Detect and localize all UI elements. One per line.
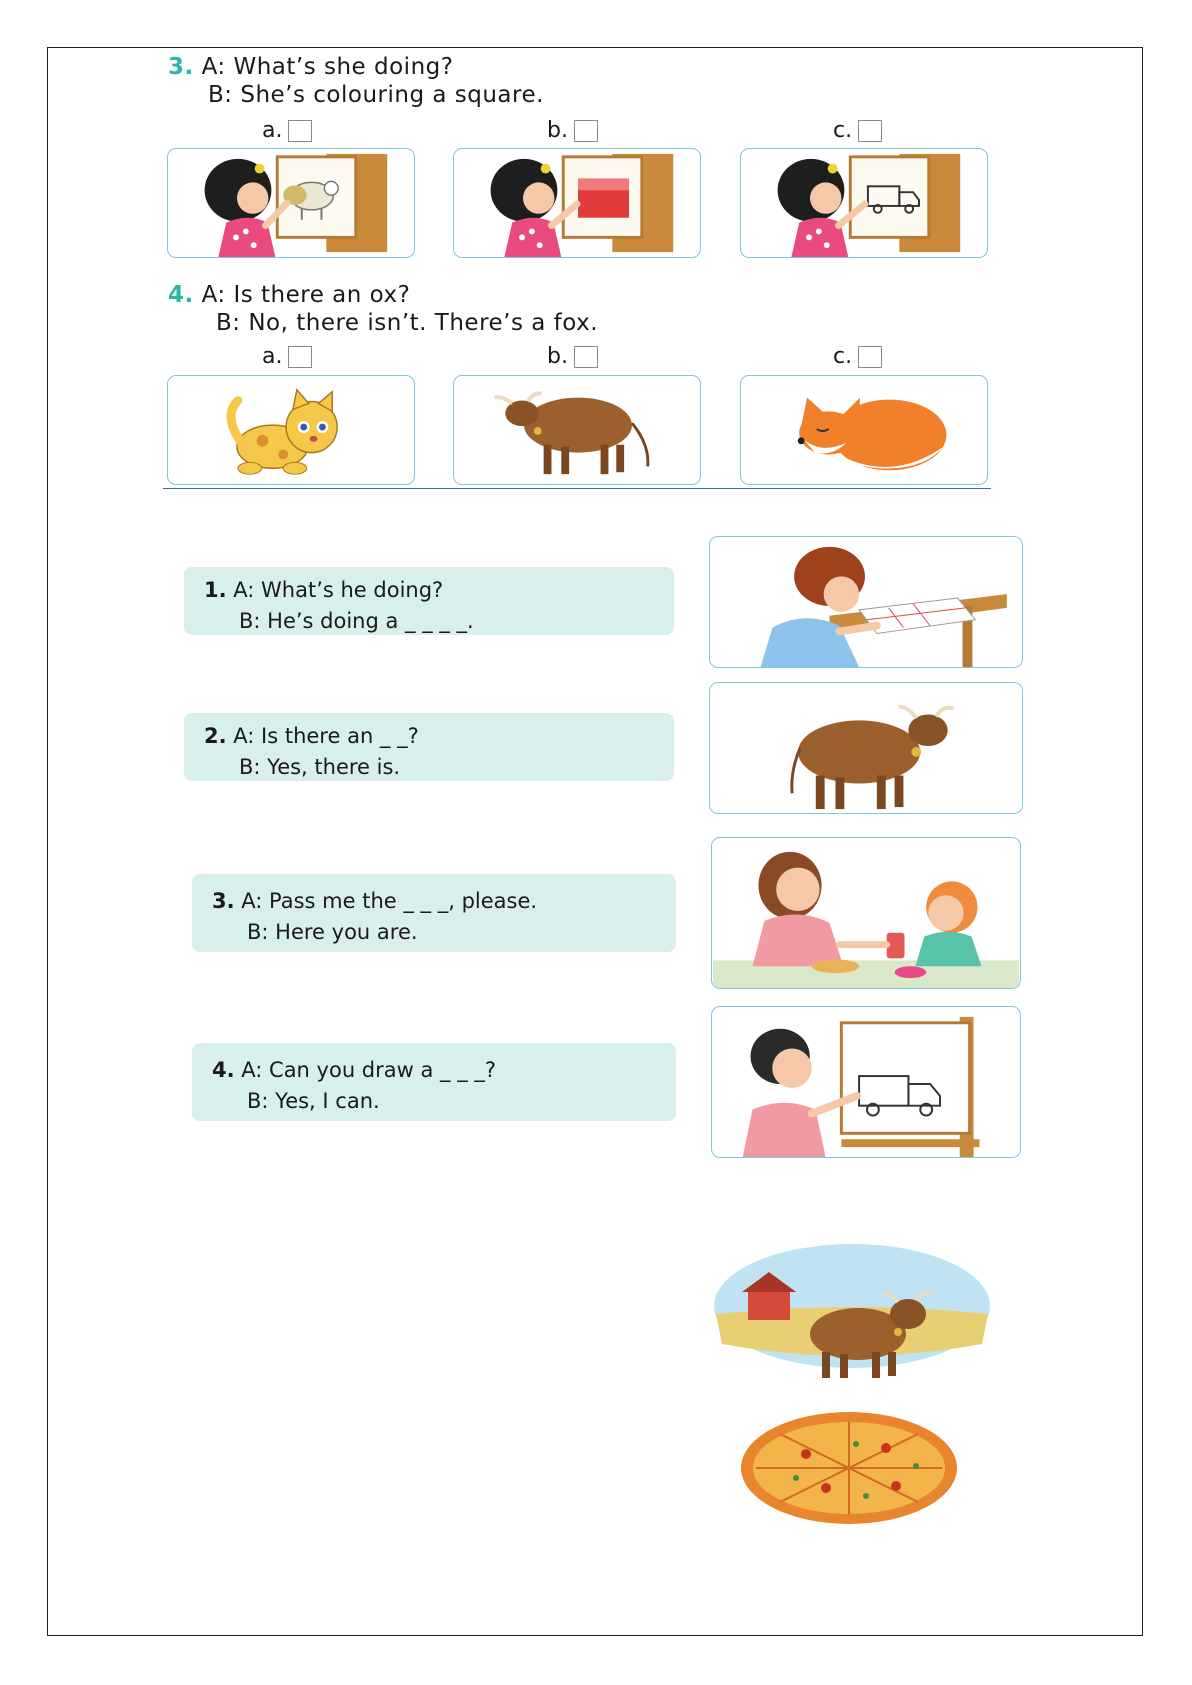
q4-option-a-checkbox[interactable] bbox=[288, 346, 312, 368]
picture-table bbox=[711, 837, 1021, 989]
kitten-image bbox=[168, 376, 414, 484]
q4-option-a-letter: a. bbox=[262, 344, 283, 369]
q3-number: 3. bbox=[168, 54, 194, 80]
q4-option-c-checkbox[interactable] bbox=[858, 346, 882, 368]
picture-boy-puzzle bbox=[709, 536, 1023, 668]
picture-boy-drawing bbox=[711, 1006, 1021, 1158]
q3-option-b-letter: b. bbox=[547, 118, 568, 143]
q3-picture-b[interactable] bbox=[453, 148, 701, 258]
dialogue-1-text-a: A: What’s he doing? bbox=[233, 578, 444, 602]
girl-colouring-sheep-image bbox=[168, 149, 414, 257]
q4-option-a[interactable] bbox=[262, 344, 312, 369]
q4-option-b[interactable] bbox=[547, 344, 598, 369]
sleeping-fox-image bbox=[741, 376, 987, 484]
ox-image bbox=[454, 376, 700, 484]
q3-text-a: A: What’s she doing? bbox=[201, 54, 454, 80]
q3-line-b: B: She’s colouring a square. bbox=[208, 82, 544, 108]
girl-colouring-red-square-image bbox=[454, 149, 700, 257]
q4-option-c[interactable] bbox=[833, 344, 882, 369]
section-divider bbox=[163, 488, 991, 489]
ox-on-farm-image bbox=[712, 1244, 992, 1380]
q4-option-b-checkbox[interactable] bbox=[574, 346, 598, 368]
q3-option-a[interactable] bbox=[262, 118, 312, 143]
dialogue-4-text-a: A: Can you draw a _ _ _? bbox=[241, 1058, 497, 1082]
q3-option-c[interactable] bbox=[833, 118, 882, 143]
dialogue-2-line-a bbox=[204, 721, 674, 752]
boy-doing-puzzle-image bbox=[710, 537, 1022, 667]
dialogue-1-number: 1. bbox=[204, 578, 227, 602]
pizza-picture bbox=[736, 1404, 962, 1528]
dialogue-4 bbox=[192, 1043, 676, 1121]
q3-option-a-letter: a. bbox=[262, 118, 283, 143]
q3-option-b[interactable] bbox=[547, 118, 598, 143]
dialogue-2-line-b: B: Yes, there is. bbox=[239, 755, 401, 779]
q3-picture-c[interactable] bbox=[740, 148, 988, 258]
dialogue-3-text-a: A: Pass me the _ _ _, please. bbox=[241, 889, 538, 913]
q3-option-b-checkbox[interactable] bbox=[574, 120, 598, 142]
dialogue-3-line-b: B: Here you are. bbox=[247, 920, 418, 944]
dialogue-4-number: 4. bbox=[212, 1058, 235, 1082]
dialogue-1-line-a bbox=[204, 575, 674, 606]
dialogue-3-line-a bbox=[212, 886, 676, 917]
dialogue-4-line-b: B: Yes, I can. bbox=[247, 1089, 380, 1113]
dialogue-1-line-b: B: He’s doing a _ _ _ _. bbox=[239, 609, 474, 633]
picture-ox bbox=[709, 682, 1023, 814]
dialogue-1 bbox=[184, 567, 674, 635]
q4-line-a bbox=[168, 282, 410, 308]
dialogue-2 bbox=[184, 713, 674, 781]
boy-drawing-truck-image bbox=[712, 1007, 1020, 1157]
q3-option-c-checkbox[interactable] bbox=[858, 120, 882, 142]
ox-image bbox=[710, 683, 1022, 813]
q4-picture-a[interactable] bbox=[167, 375, 415, 485]
dialogue-3 bbox=[192, 874, 676, 952]
dialogue-3-number: 3. bbox=[212, 889, 235, 913]
q4-text-a: A: Is there an ox? bbox=[201, 282, 411, 308]
q3-option-a-checkbox[interactable] bbox=[288, 120, 312, 142]
q3-picture-a[interactable] bbox=[167, 148, 415, 258]
q4-picture-b[interactable] bbox=[453, 375, 701, 485]
girl-drawing-truck-image bbox=[741, 149, 987, 257]
q4-picture-c[interactable] bbox=[740, 375, 988, 485]
q4-number: 4. bbox=[168, 282, 194, 308]
mother-and-girl-at-table-image bbox=[712, 838, 1020, 988]
dialogue-2-text-a: A: Is there an _ _? bbox=[233, 724, 419, 748]
dialogue-4-line-a bbox=[212, 1055, 676, 1086]
q4-option-b-letter: b. bbox=[547, 344, 568, 369]
q4-option-c-letter: c. bbox=[833, 344, 853, 369]
q3-line-a bbox=[168, 54, 453, 80]
dialogue-2-number: 2. bbox=[204, 724, 227, 748]
pizza-image bbox=[736, 1404, 962, 1528]
q3-option-c-letter: c. bbox=[833, 118, 853, 143]
ox-on-farm-picture bbox=[712, 1244, 992, 1380]
q4-line-b: B: No, there isn’t. There’s a fox. bbox=[216, 310, 599, 336]
